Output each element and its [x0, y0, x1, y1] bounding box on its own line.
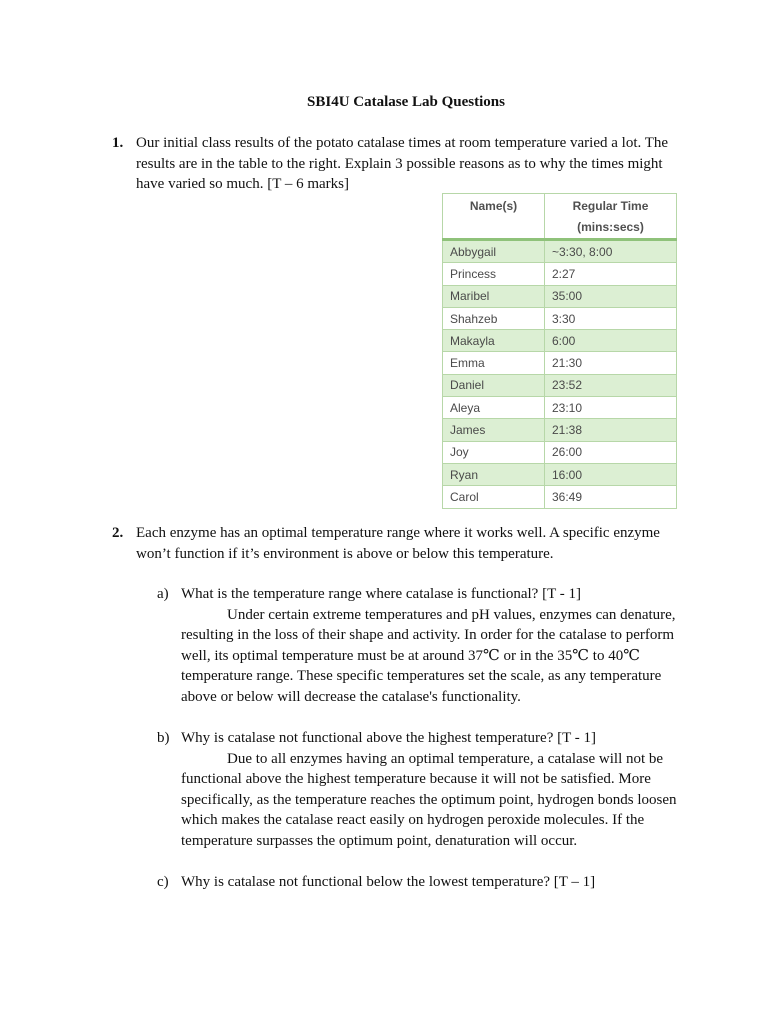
table-row: [443, 307, 677, 329]
table-cell-time: 6:00: [545, 330, 677, 352]
table-cell-name: Abbygail: [443, 240, 545, 263]
table-cell-time: 23:52: [545, 374, 677, 396]
table-body: [443, 240, 677, 509]
question-2b-answer: [181, 749, 681, 852]
table-cell-name: Ryan: [443, 463, 545, 485]
table-cell-time: 36:49: [545, 486, 677, 508]
table-cell-name: Princess: [443, 263, 545, 285]
question-2-text: Each enzyme has an optimal temperature range where it works well. A specific enzyme won’t function if it’s environment is above or below this temperature.: [136, 525, 660, 562]
question-2a-text: What is the temperature range where catalase is functional? [T - 1]: [181, 586, 581, 602]
table-header-time: Regular Time (mins:secs): [545, 194, 677, 240]
page-title: SBI4U Catalase Lab Questions: [307, 94, 505, 110]
table-cell-name: James: [443, 419, 545, 441]
table-cell-time: 26:00: [545, 441, 677, 463]
question-2a-answer: [181, 605, 681, 708]
table-cell-time: 16:00: [545, 463, 677, 485]
table-cell-name: Emma: [443, 352, 545, 374]
question-2c: [157, 872, 681, 893]
question-1-number: 1.: [112, 135, 124, 151]
table-cell-time: 3:30: [545, 307, 677, 329]
question-2: [112, 523, 676, 564]
question-1-text: Our initial class results of the potato catalase times at room temperature varied a lot. The results are in the table to the right. Explain 3 possible reasons as to why the times might have varied so much. [T – 6 marks]: [136, 135, 669, 192]
table-header-row: [443, 194, 677, 240]
table-row: [443, 240, 677, 263]
table-cell-time: 21:30: [545, 352, 677, 374]
table-row: [443, 263, 677, 285]
question-2a: [157, 584, 681, 707]
question-2b: [157, 728, 681, 851]
table-row: [443, 463, 677, 485]
table-cell-time: 35:00: [545, 285, 677, 307]
table-cell-name: Joy: [443, 441, 545, 463]
question-2c-letter: c): [157, 874, 169, 890]
table-cell-time: 2:27: [545, 263, 677, 285]
question-2b-letter: b): [157, 730, 170, 746]
table-cell-name: Makayla: [443, 330, 545, 352]
question-2c-text: Why is catalase not functional below the lowest temperature? [T – 1]: [181, 874, 596, 890]
question-2a-answer-text: Under certain extreme temperatures and pH values, enzymes can denature, resulting in the loss of their shape and activity. In order for the catalase to perform well, its optimal temperature must be at around 37℃ or in the 35℃ to 40℃ temperature range. These specific temperatures set the scale, as any temperature above or below will decrease the catalase's functionality.: [181, 606, 676, 705]
results-table: [442, 193, 677, 509]
table-row: [443, 285, 677, 307]
table-cell-name: Carol: [443, 486, 545, 508]
table-row: [443, 486, 677, 508]
table-cell-name: Daniel: [443, 374, 545, 396]
table-cell-time: 23:10: [545, 397, 677, 419]
table-row: [443, 419, 677, 441]
table-row: [443, 330, 677, 352]
table-header-name: Name(s): [443, 194, 545, 240]
question-2b-answer-text: Due to all enzymes having an optimal temperature, a catalase will not be functional above the highest temperature because it will not be satisfied. More specifically, as the temperature reaches the optimum point, hydrogen bonds loosen which makes the catalase react easily on hydrogen peroxide molecules. If the temperature surpasses the optimum point, denaturation will occur.: [181, 750, 677, 849]
table-cell-name: Aleya: [443, 397, 545, 419]
table-row: [443, 352, 677, 374]
table-cell-name: Maribel: [443, 285, 545, 307]
question-1: [112, 133, 676, 195]
table-cell-time: 21:38: [545, 419, 677, 441]
question-2-number: 2.: [112, 525, 124, 541]
table-cell-name: Shahzeb: [443, 307, 545, 329]
table-row: [443, 397, 677, 419]
table-row: [443, 374, 677, 396]
table-cell-time: ~3:30, 8:00: [545, 240, 677, 263]
table-row: [443, 441, 677, 463]
question-2a-letter: a): [157, 586, 169, 602]
question-2b-text: Why is catalase not functional above the highest temperature? [T - 1]: [181, 730, 596, 746]
